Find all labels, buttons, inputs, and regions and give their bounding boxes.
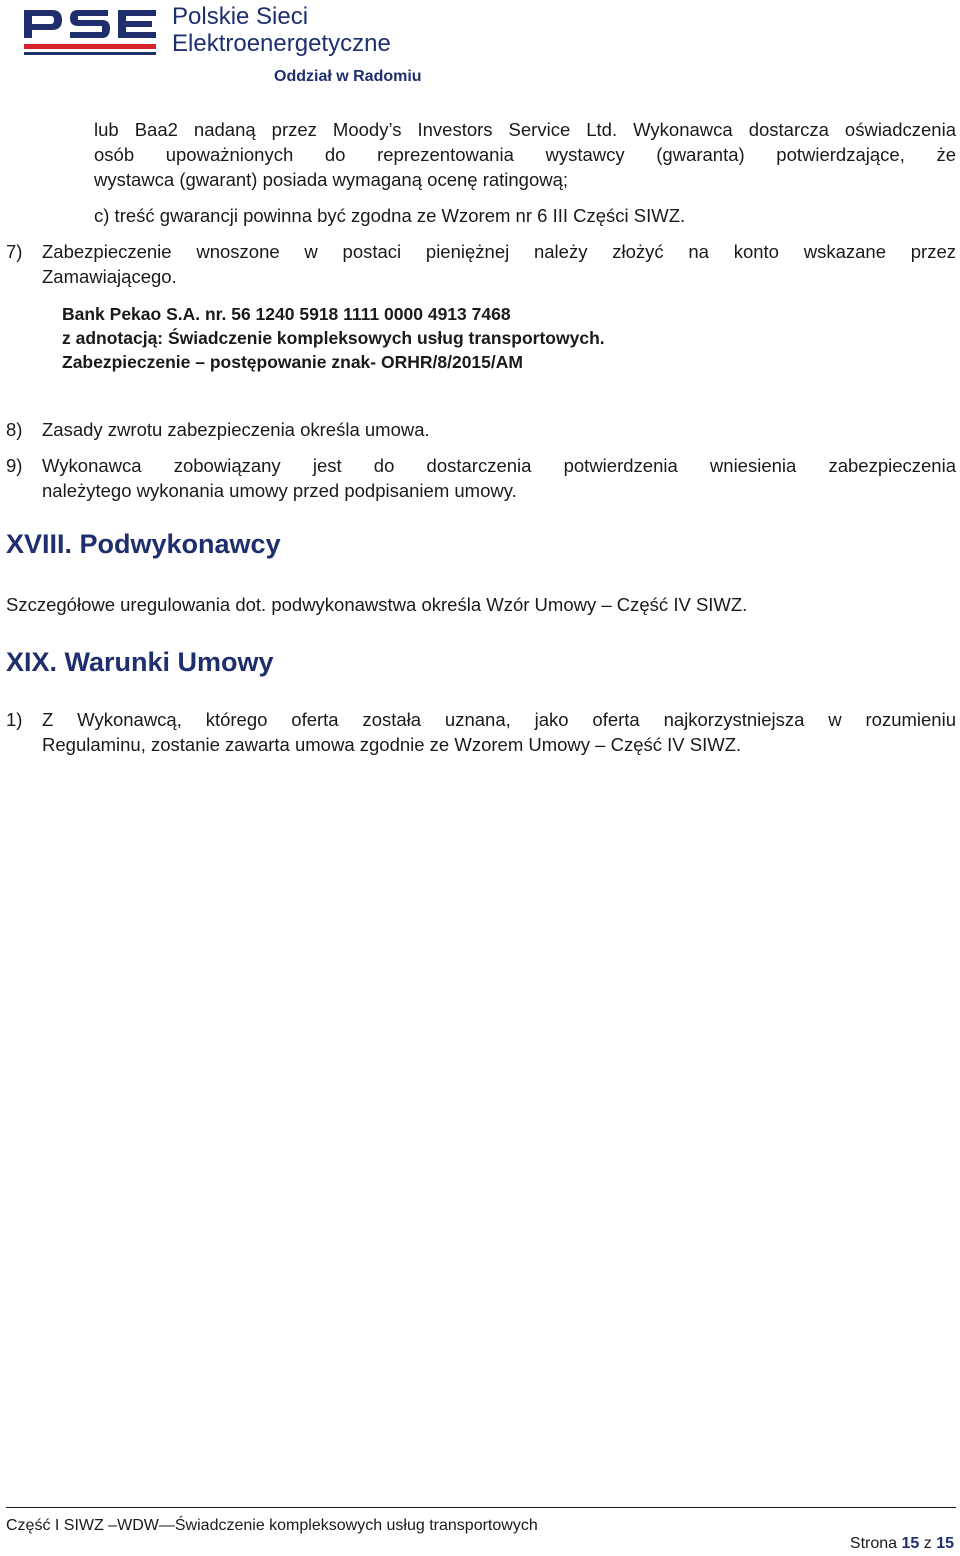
footer-doc-title: Część I SIWZ –WDW—Świadczenie kompleksowych usług transportowych xyxy=(6,1517,538,1534)
page-label: Strona xyxy=(849,1535,898,1552)
section-19-heading: XIX. Warunki Umowy xyxy=(6,647,274,677)
bank-details xyxy=(62,302,605,374)
item-7-line-1: Zabezpieczenie wnoszone w postaci pieniężnej należy złożyć na konto wskazane przez xyxy=(42,241,956,262)
footer-divider xyxy=(6,1507,956,1508)
rating-paragraph xyxy=(94,117,956,192)
bank-account: Bank Pekao S.A. nr. 56 1240 5918 1111 0000 4913 7468 xyxy=(62,304,511,324)
rating-line-3: wystawca (gwarant) posiada wymaganą ocenę ratingową; xyxy=(94,169,569,190)
section-18-heading: XVIII. Podwykonawcy xyxy=(6,529,281,559)
company-logo xyxy=(22,4,442,86)
page-number xyxy=(850,1534,954,1554)
pse-logo-icon xyxy=(22,6,162,62)
company-name-line2: Elektroenergetyczne xyxy=(172,30,391,57)
rating-line-2: osób upoważnionych do reprezentowania wystawcy (gwaranta) potwierdzające, że xyxy=(94,144,956,165)
item-1-line-1: Z Wykonawcą, którego oferta została uznana, jako oferta najkorzystniejsza w rozumieniu xyxy=(42,709,956,730)
rating-line-1: lub Baa2 nadaną przez Moody’s Investors Service Ltd. Wykonawca dostarcza oświadczenia xyxy=(94,119,956,140)
bank-reference: Zabezpieczenie – postępowanie znak- ORHR/8/2015/AM xyxy=(62,352,523,372)
page-total: 15 xyxy=(936,1535,954,1552)
item-9-line-1: Wykonawca zobowiązany jest do dostarczenia potwierdzenia wniesienia zabezpieczenia xyxy=(42,455,956,476)
item-7-number: 7) xyxy=(6,241,23,262)
item-9 xyxy=(42,453,956,503)
branch-name: Oddział w Radomiu xyxy=(274,68,422,85)
item-9-line-2: należytego wykonania umowy przed podpisaniem umowy. xyxy=(42,480,517,501)
section-18-text: Szczegółowe uregulowania dot. podwykonawstwa określa Wzór Umowy – Część IV SIWZ. xyxy=(6,594,748,615)
item-9-number: 9) xyxy=(6,455,23,476)
company-name-line1: Polskie Sieci xyxy=(172,3,309,30)
item-8: Zasady zwrotu zabezpieczenia określa umowa. xyxy=(42,419,430,440)
item-7 xyxy=(42,239,956,289)
page-separator: z xyxy=(923,1535,932,1552)
page-current: 15 xyxy=(901,1535,920,1552)
item-1-number: 1) xyxy=(6,709,23,730)
item-8-number: 8) xyxy=(6,419,23,440)
item-1 xyxy=(42,707,956,757)
bank-annotation: z adnotacją: Świadczenie kompleksowych usług transportowych. xyxy=(62,328,605,348)
item-7-line-2: Zamawiającego. xyxy=(42,266,177,287)
item-1-line-2: Regulaminu, zostanie zawarta umowa zgodnie ze Wzorem Umowy – Część IV SIWZ. xyxy=(42,734,742,755)
item-c: c) treść gwarancji powinna być zgodna ze Wzorem nr 6 III Części SIWZ. xyxy=(94,205,686,226)
